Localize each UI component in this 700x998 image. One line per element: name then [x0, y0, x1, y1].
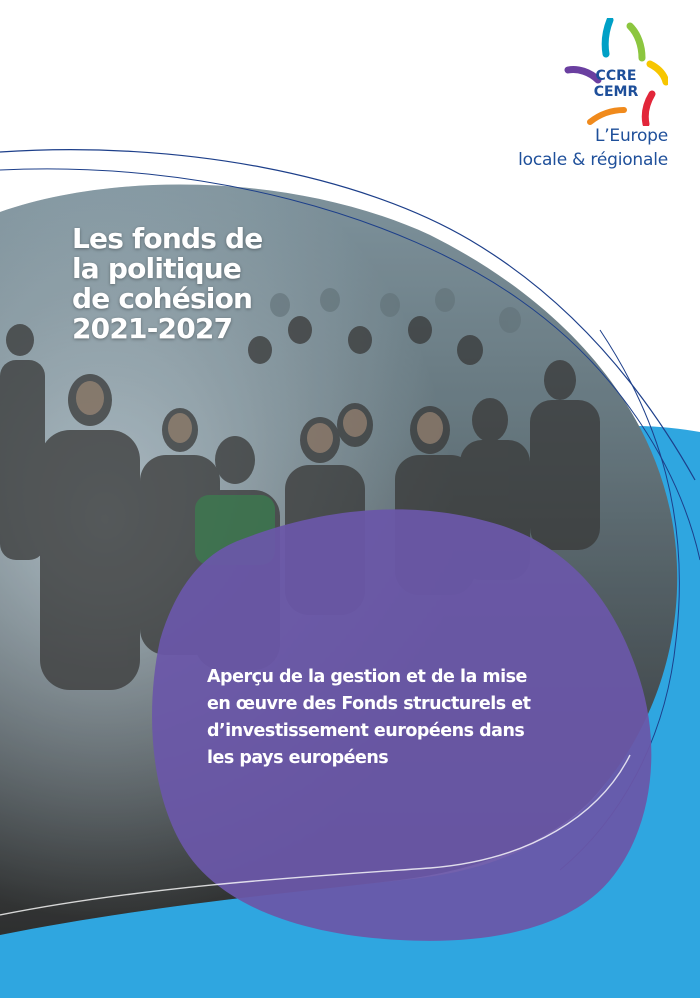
cover-subtitle — [207, 664, 587, 772]
title-line: de cohésion — [72, 282, 253, 315]
ccre-cemr-star-icon — [564, 18, 668, 126]
subtitle-line: d’investissement européens dans — [207, 721, 525, 741]
title-line: 2021-2027 — [72, 312, 233, 345]
subtitle-line: en œuvre des Fonds structurels et — [207, 694, 531, 714]
logo-tagline-line1: L’Europe — [594, 126, 668, 146]
title-line: Les fonds de — [72, 222, 263, 255]
logo-mark-line2: CEMR — [593, 84, 639, 100]
subtitle-line: Aperçu de la gestion et de la mise — [207, 667, 527, 687]
title-line: la politique — [72, 252, 242, 285]
cover-title — [72, 224, 332, 344]
logo-mark-line1: CCRE — [595, 68, 637, 84]
logo-tagline-line2: locale & régionale — [518, 150, 668, 170]
ccre-cemr-logo — [518, 18, 668, 170]
subtitle-line: les pays européens — [207, 748, 389, 768]
logo-tagline — [518, 124, 668, 172]
